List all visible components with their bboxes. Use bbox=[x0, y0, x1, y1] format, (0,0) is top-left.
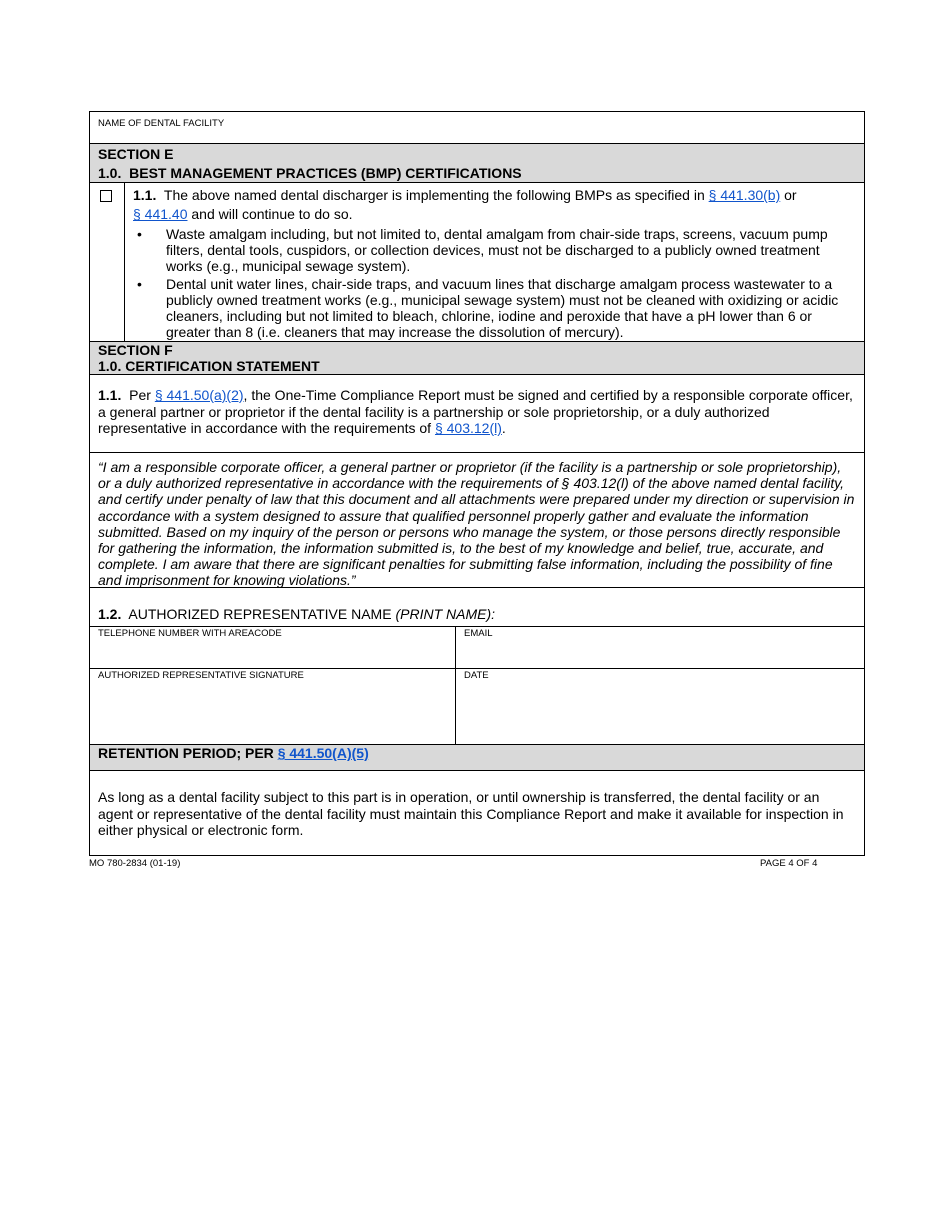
bmp-certification bbox=[90, 183, 864, 342]
bmp-bullet-1: Waste amalgam including, but not limited to, dental amalgam from chair-side traps, screens, vacuum pump filters, dental tools, cuspidors, or collection devices, must not be discharged to a publicly owned treatment works (e.g., municipal sewage system). bbox=[166, 226, 828, 275]
retention-header bbox=[90, 745, 864, 771]
compliance-form bbox=[89, 111, 865, 856]
list-item bbox=[133, 226, 856, 275]
p11-text: , the One-Time Compliance Report must be signed and certified by a responsible corporate officer, a general partner or proprietor if the dental facility is a partnership or sole proprietorship, or a duly authorized representative in accordance with the requirements of bbox=[98, 387, 853, 436]
bmp-statement bbox=[133, 186, 856, 205]
certification-quote: “I am a responsible corporate officer, a general partner or proprietor (if the facility is a partnership or sole proprietorship), or a duly authorized representative in accordance with the requirements of § 403.12(l) of the above named dental facility, and certify under penalty of law that this document and all attachments were prepared under my direction or supervision in accordance with a system designed to assure that qualified personnel properly gather and evaluate the information submitted. Based on my inquiry of the person or persons who manage the system, or those persons directly responsible for gathering the information, the information submitted is, to the best of my knowledge and belief, true, accurate, and complete. I am aware that there are significant penalties for submitting false information, including the possibility of fine and imprisonment for knowing violations.” bbox=[90, 453, 864, 588]
list-item bbox=[133, 276, 856, 341]
representative-name-field[interactable] bbox=[90, 588, 864, 627]
p11-end: . bbox=[501, 420, 506, 436]
email-label: EMAIL bbox=[464, 628, 493, 639]
certification-paragraph bbox=[90, 375, 864, 453]
section-f-header bbox=[90, 342, 864, 375]
link-441-50a2[interactable]: § 441.50(a)(2) bbox=[154, 387, 244, 403]
bmp-statement-cont bbox=[133, 205, 856, 224]
link-441-40[interactable]: § 441.40 bbox=[133, 206, 188, 222]
signature-row bbox=[90, 669, 864, 745]
bullet-icon: • bbox=[137, 226, 142, 242]
retention-body: As long as a dental facility subject to this part is in operation, or until ownership is transferred, the dental facility or an agent or representative of the dental facility must maintain this Compliance Report and make it available for inspection in either physical or electronic form. bbox=[98, 789, 844, 838]
p11-number: 1.1. bbox=[98, 387, 122, 403]
retention-title: RETENTION PERIOD; PER bbox=[98, 745, 274, 761]
section-e-title: SECTION E bbox=[98, 146, 174, 162]
page-number: PAGE 4 OF 4 bbox=[760, 858, 818, 869]
bmp-checkbox[interactable] bbox=[100, 190, 112, 202]
link-441-50a5[interactable]: § 441.50(A)(5) bbox=[277, 745, 369, 761]
date-field[interactable] bbox=[456, 669, 864, 744]
facility-name-field[interactable] bbox=[90, 112, 864, 144]
p12-number: 1.2. bbox=[98, 606, 122, 622]
p12-print: (PRINT NAME): bbox=[395, 606, 496, 622]
facility-name-label: NAME OF DENTAL FACILITY bbox=[98, 118, 225, 129]
bmp-content bbox=[125, 183, 864, 341]
telephone-label: TELEPHONE NUMBER WITH AREACODE bbox=[98, 628, 282, 639]
bmp-bullet-2: Dental unit water lines, chair-side traps, and vacuum lines that discharge amalgam process wastewater to a publicly owned treatment works (e.g., municipal sewage system) must not be cleaned with oxidizing or acidic cleaners, including but not limited to bleach, chlorine, iodine and peroxide that have a pH lower than 6 or greater than 8 (i.e. cleaners that may increase the dissolution of mercury). bbox=[166, 275, 839, 341]
bmp-checkbox-cell bbox=[90, 183, 125, 341]
email-field[interactable] bbox=[456, 627, 864, 668]
bmp-or: or bbox=[784, 187, 797, 203]
telephone-field[interactable] bbox=[90, 627, 456, 668]
section-e-header bbox=[90, 144, 864, 183]
p11-per: Per bbox=[129, 387, 151, 403]
bmp-item-number: 1.1. bbox=[133, 187, 157, 203]
section-e-subtitle: 1.0. BEST MANAGEMENT PRACTICES (BMP) CERTIFICATIONS bbox=[98, 165, 522, 181]
section-f-title: SECTION F bbox=[98, 342, 173, 358]
bmp-text-b: and will continue to do so. bbox=[191, 206, 353, 222]
bmp-list bbox=[133, 226, 856, 340]
bmp-text-a: The above named dental discharger is implementing the following BMPs as specified in bbox=[163, 187, 705, 203]
link-403-12l[interactable]: § 403.12(l) bbox=[434, 420, 502, 436]
signature-field[interactable] bbox=[90, 669, 456, 744]
link-441-30b[interactable]: § 441.30(b) bbox=[708, 187, 781, 203]
section-f-subtitle: 1.0. CERTIFICATION STATEMENT bbox=[98, 358, 320, 374]
p12-label: AUTHORIZED REPRESENTATIVE NAME bbox=[128, 606, 392, 622]
signature-label: AUTHORIZED REPRESENTATIVE SIGNATURE bbox=[98, 670, 304, 681]
date-label: DATE bbox=[464, 670, 489, 681]
form-id: MO 780-2834 (01-19) bbox=[89, 858, 181, 869]
bullet-icon: • bbox=[137, 275, 142, 292]
contact-row bbox=[90, 627, 864, 669]
